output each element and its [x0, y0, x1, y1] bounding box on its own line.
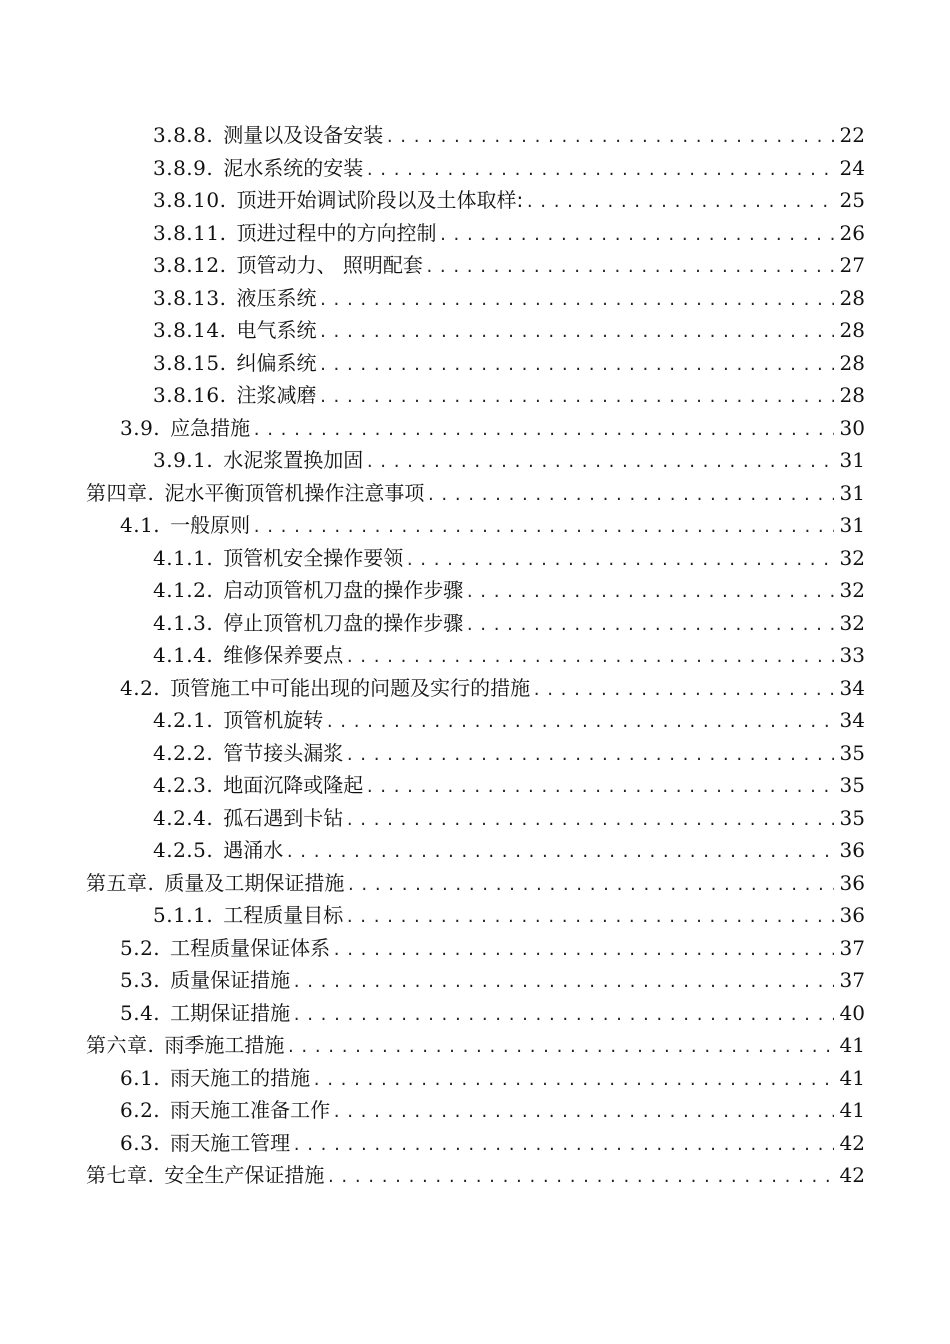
- toc-dot-leader: [292, 999, 833, 1032]
- toc-dot-leader: [365, 771, 833, 804]
- toc-entry[interactable]: [0, 1029, 950, 1062]
- toc-entry-page-number: 28: [839, 318, 865, 342]
- toc-entry-number: 4.2.3.: [153, 773, 214, 797]
- toc-entry-page-number: 32: [839, 545, 865, 570]
- toc-dot-leader: [292, 966, 833, 999]
- toc-entry-title: 顶管机安全操作要领: [223, 545, 404, 570]
- toc-entry-row: [153, 119, 865, 154]
- toc-dot-leader: [425, 251, 834, 284]
- toc-entry-page-number: 36: [839, 903, 865, 927]
- toc-entry-number: 第七章.: [86, 1163, 155, 1187]
- toc-entry[interactable]: [0, 477, 950, 510]
- toc-entry-title: 工程质量保证体系: [170, 935, 331, 960]
- toc-entry-title: 地面沉降或隆起: [223, 773, 364, 797]
- toc-entry-page-number: 31: [839, 480, 865, 505]
- toc-dot-leader: [345, 901, 833, 934]
- toc-entry-row: [153, 704, 865, 739]
- toc-dot-leader: [465, 576, 833, 609]
- toc-entry[interactable]: [0, 379, 950, 412]
- toc-dot-leader: [292, 1129, 833, 1162]
- toc-entry-number: 6.1.: [120, 1065, 161, 1090]
- toc-dot-leader: [252, 511, 833, 544]
- toc-entry-page-number: 26: [839, 220, 865, 245]
- toc-entry-page-number: 35: [839, 805, 865, 830]
- toc-entry-title: 电气系统: [236, 318, 317, 342]
- toc-entry-row: [120, 509, 865, 544]
- toc-entry-number: 5.2.: [120, 935, 161, 960]
- toc-entry-page-number: 28: [839, 285, 865, 310]
- toc-dot-leader: [426, 479, 833, 512]
- toc-entry-number: 4.1.1.: [153, 545, 214, 570]
- toc-entry[interactable]: [0, 314, 950, 347]
- toc-entry[interactable]: [0, 639, 950, 672]
- toc-dot-leader: [345, 641, 833, 674]
- toc-entry-title: 停止顶管机刀盘的操作步骤: [223, 610, 464, 635]
- toc-entry[interactable]: [0, 1127, 950, 1160]
- toc-entry-title: 顶管施工中可能出现的问题及实行的措施: [170, 675, 531, 700]
- toc-entry[interactable]: [0, 932, 950, 965]
- toc-dot-leader: [385, 121, 833, 154]
- toc-entry[interactable]: [0, 444, 950, 477]
- toc-entry-row: [120, 1094, 865, 1129]
- toc-entry-number: 5.1.1.: [153, 903, 214, 927]
- toc-entry[interactable]: [0, 249, 950, 282]
- toc-entry-title: 顶管机旋转: [223, 708, 324, 732]
- toc-entry-title: 一般原则: [170, 513, 251, 537]
- toc-entry-row: [153, 379, 865, 414]
- toc-entry-number: 4.1.: [120, 513, 161, 537]
- toc-dot-leader: [365, 154, 833, 187]
- toc-entry-number: 4.2.4.: [153, 805, 214, 830]
- toc-entry-number: 第六章.: [86, 1033, 155, 1057]
- toc-dot-leader: [318, 349, 833, 382]
- toc-entry-page-number: 32: [839, 578, 865, 602]
- toc-entry-page-number: 41: [839, 1065, 865, 1090]
- toc-entry-title: 工期保证措施: [170, 1000, 291, 1025]
- toc-entry-page-number: 31: [839, 448, 865, 472]
- toc-entry-number: 第五章.: [86, 870, 155, 895]
- toc-entry-number: 4.1.2.: [153, 578, 214, 602]
- toc-entry-number: 6.2.: [120, 1098, 161, 1122]
- toc-entry[interactable]: [0, 347, 950, 380]
- toc-entry-title: 应急措施: [170, 415, 251, 440]
- toc-entry-page-number: 41: [839, 1098, 865, 1122]
- toc-entry-row: [120, 672, 865, 707]
- toc-dot-leader: [318, 284, 833, 317]
- toc-entry-page-number: 30: [839, 415, 865, 440]
- toc-entry-page-number: 40: [839, 1000, 865, 1025]
- toc-dot-leader: [252, 414, 833, 447]
- toc-entry-page-number: 31: [839, 513, 865, 537]
- toc-entry-page-number: 35: [839, 740, 865, 765]
- toc-dot-leader: [325, 706, 833, 739]
- toc-entry-number: 4.2.1.: [153, 708, 214, 732]
- toc-entry[interactable]: [0, 412, 950, 445]
- toc-dot-leader: [532, 674, 833, 707]
- toc-dot-leader: [332, 1096, 833, 1129]
- toc-entry-row: [153, 607, 865, 642]
- toc-entry-number: 3.8.16.: [153, 383, 227, 407]
- toc-entry[interactable]: [0, 997, 950, 1030]
- toc-entry[interactable]: [0, 509, 950, 542]
- toc-entry-row: [153, 282, 865, 317]
- toc-entry-row: [153, 802, 865, 837]
- toc-entry[interactable]: [0, 704, 950, 737]
- toc-entry[interactable]: [0, 217, 950, 250]
- toc-entry-page-number: 42: [839, 1130, 865, 1155]
- toc-entry-title: 工程质量目标: [223, 903, 344, 927]
- toc-entry-page-number: 24: [839, 155, 865, 180]
- toc-entry-row: [153, 184, 865, 219]
- toc-entry-page-number: 22: [839, 123, 865, 147]
- toc-entry-title: 维修保养要点: [223, 643, 344, 667]
- toc-entry-number: 6.3.: [120, 1130, 161, 1155]
- toc-entry-page-number: 28: [839, 383, 865, 407]
- toc-entry[interactable]: [0, 119, 950, 152]
- toc-entry-row: [86, 867, 865, 902]
- toc-dot-leader: [405, 544, 833, 577]
- toc-entry[interactable]: [0, 899, 950, 932]
- toc-entry[interactable]: [0, 542, 950, 575]
- toc-entry-title: 质量保证措施: [170, 968, 291, 992]
- toc-entry-number: 3.8.13.: [153, 285, 227, 310]
- toc-dot-leader: [332, 934, 833, 967]
- toc-entry-page-number: 32: [839, 610, 865, 635]
- toc-entry-title: 雨天施工管理: [170, 1130, 291, 1155]
- toc-entry-number: 3.9.1.: [153, 448, 214, 472]
- toc-entry-row: [153, 542, 865, 577]
- toc-entry-page-number: 42: [839, 1163, 865, 1187]
- toc-entry-page-number: 33: [839, 643, 865, 667]
- toc-entry-row: [153, 249, 865, 284]
- toc-dot-leader: [346, 869, 833, 902]
- toc-dot-leader: [525, 186, 833, 219]
- toc-entry-row: [120, 932, 865, 967]
- toc-entry-row: [153, 899, 865, 934]
- toc-dot-leader: [312, 1064, 833, 1097]
- toc-entry-title: 质量及工期保证措施: [164, 870, 345, 895]
- toc-entry-row: [120, 964, 865, 999]
- toc-entry-page-number: 36: [839, 870, 865, 895]
- toc-entry-row: [153, 217, 865, 252]
- toc-entry-title: 顶进过程中的方向控制: [236, 220, 437, 245]
- toc-entry-title: 注浆减磨: [236, 383, 317, 407]
- toc-entry-row: [153, 444, 865, 479]
- toc-entry-row: [153, 152, 865, 187]
- toc-dot-leader: [285, 836, 833, 869]
- toc-dot-leader: [345, 739, 833, 772]
- toc-dot-leader: [318, 316, 833, 349]
- toc-entry[interactable]: [0, 607, 950, 640]
- toc-entry-page-number: 25: [839, 188, 865, 212]
- table-of-contents: [0, 119, 950, 1192]
- toc-entry-title: 测量以及设备安装: [223, 123, 384, 147]
- toc-entry-page-number: 37: [839, 935, 865, 960]
- toc-entry-number: 3.8.10.: [153, 188, 227, 212]
- toc-entry-number: 3.8.14.: [153, 318, 227, 342]
- toc-entry-title: 雨天施工准备工作: [170, 1098, 331, 1122]
- toc-entry-number: 4.1.4.: [153, 643, 214, 667]
- toc-entry-row: [120, 1062, 865, 1097]
- toc-entry-title: 水泥浆置换加固: [223, 448, 364, 472]
- toc-entry[interactable]: [0, 1062, 950, 1095]
- toc-entry-title: 泥水系统的安装: [223, 155, 364, 180]
- toc-entry[interactable]: [0, 672, 950, 705]
- toc-entry-row: [153, 639, 865, 674]
- toc-entry-page-number: 34: [839, 708, 865, 732]
- toc-entry-number: 3.8.12.: [153, 253, 227, 277]
- toc-entry-number: 4.2.2.: [153, 740, 214, 765]
- toc-entry[interactable]: [0, 1159, 950, 1192]
- toc-entry-title: 液压系统: [236, 285, 317, 310]
- toc-entry-title: 顶管动力、 照明配套: [236, 253, 423, 277]
- toc-entry-number: 4.2.5.: [153, 838, 214, 862]
- toc-entry-row: [120, 1127, 865, 1162]
- toc-entry-row: [86, 1159, 865, 1194]
- toc-entry-row: [153, 574, 865, 609]
- toc-entry-number: 3.8.9.: [153, 155, 214, 180]
- toc-entry-row: [153, 769, 865, 804]
- toc-entry-number: 4.1.3.: [153, 610, 214, 635]
- toc-entry[interactable]: [0, 574, 950, 607]
- toc-entry-number: 3.8.11.: [153, 220, 227, 245]
- toc-entry-row: [86, 1029, 865, 1064]
- toc-dot-leader: [286, 1031, 833, 1064]
- toc-entry[interactable]: [0, 802, 950, 835]
- toc-entry-title: 遇涌水: [223, 838, 284, 862]
- toc-entry-number: 3.8.8.: [153, 123, 214, 147]
- toc-entry-title: 纠偏系统: [236, 350, 317, 375]
- toc-entry[interactable]: [0, 867, 950, 900]
- toc-entry-number: 3.8.15.: [153, 350, 227, 375]
- toc-entry-page-number: 34: [839, 675, 865, 700]
- toc-entry-row: [120, 997, 865, 1032]
- toc-entry-row: [86, 477, 865, 512]
- toc-entry-number: 第四章.: [86, 480, 155, 505]
- toc-entry-title: 雨天施工的措施: [170, 1065, 311, 1090]
- toc-dot-leader: [438, 219, 833, 252]
- toc-entry-row: [153, 314, 865, 349]
- toc-entry[interactable]: [0, 184, 950, 217]
- toc-entry-page-number: 36: [839, 838, 865, 862]
- toc-entry[interactable]: [0, 834, 950, 867]
- toc-entry-number: 5.4.: [120, 1000, 161, 1025]
- toc-entry-title: 雨季施工措施: [164, 1033, 285, 1057]
- toc-entry-title: 安全生产保证措施: [164, 1163, 325, 1187]
- toc-entry-page-number: 41: [839, 1033, 865, 1057]
- toc-entry[interactable]: [0, 282, 950, 315]
- toc-dot-leader: [465, 609, 833, 642]
- toc-entry-number: 4.2.: [120, 675, 161, 700]
- toc-entry-number: 3.9.: [120, 415, 161, 440]
- toc-entry-page-number: 27: [839, 253, 865, 277]
- toc-entry[interactable]: [0, 964, 950, 997]
- toc-entry-title: 启动顶管机刀盘的操作步骤: [223, 578, 464, 602]
- toc-entry-row: [153, 737, 865, 772]
- toc-entry-page-number: 28: [839, 350, 865, 375]
- toc-entry-title: 管节接头漏浆: [223, 740, 344, 765]
- toc-entry-page-number: 35: [839, 773, 865, 797]
- toc-entry-page-number: 37: [839, 968, 865, 992]
- toc-entry-title: 顶进开始调试阶段以及土体取样:: [236, 188, 524, 212]
- toc-dot-leader: [318, 381, 833, 414]
- toc-dot-leader: [365, 446, 833, 479]
- toc-entry-row: [120, 412, 865, 447]
- toc-dot-leader: [345, 804, 833, 837]
- toc-entry[interactable]: [0, 1094, 950, 1127]
- toc-entry-title: 孤石遇到卡钻: [223, 805, 344, 830]
- toc-entry[interactable]: [0, 737, 950, 770]
- toc-entry-row: [153, 834, 865, 869]
- toc-entry[interactable]: [0, 152, 950, 185]
- toc-entry-title: 泥水平衡顶管机操作注意事项: [164, 480, 425, 505]
- toc-entry[interactable]: [0, 769, 950, 802]
- toc-dot-leader: [326, 1161, 833, 1194]
- toc-entry-number: 5.3.: [120, 968, 161, 992]
- toc-entry-row: [153, 347, 865, 382]
